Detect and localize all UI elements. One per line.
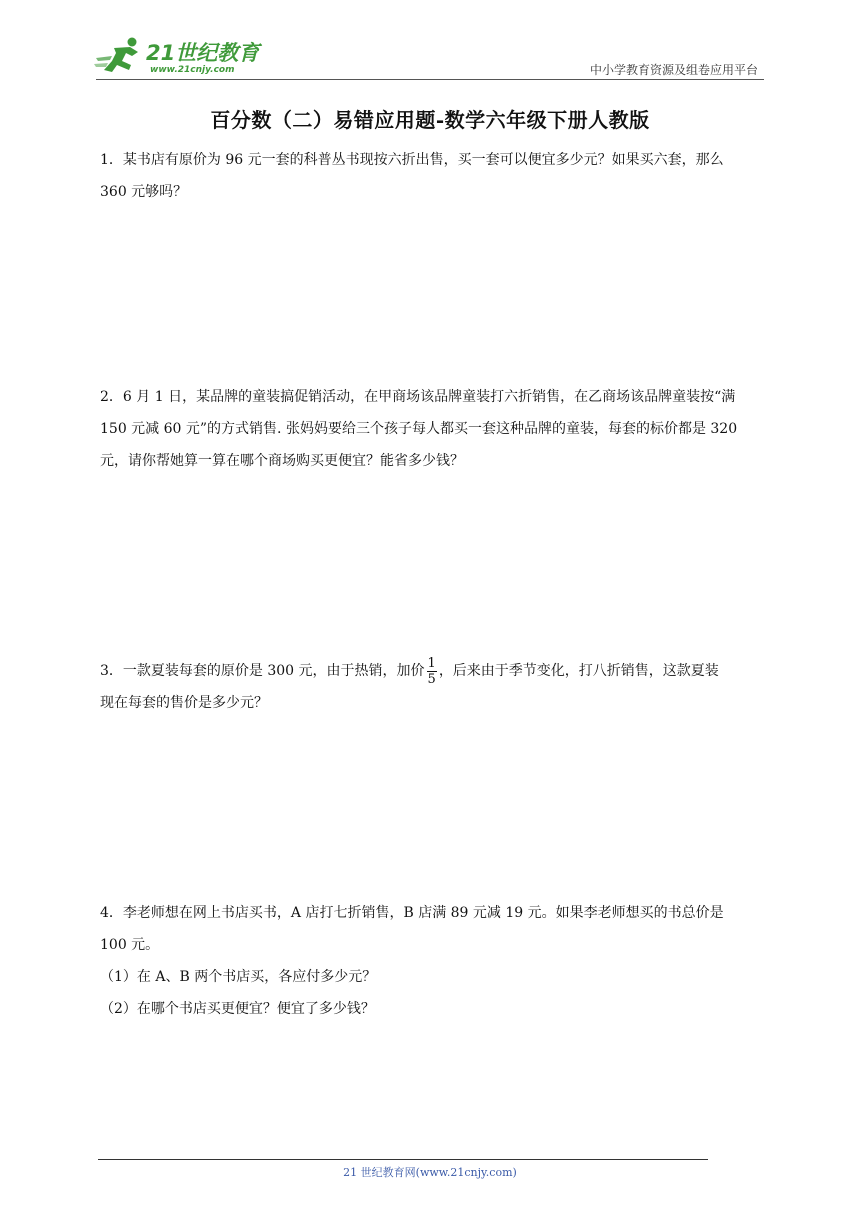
footer-divider <box>98 1159 708 1160</box>
question-4-line-1: 4．李老师想在网上书店买书，A 店打七折销售，B 店满 89 元减 19 元。如果李老师想买的书总价是 <box>100 905 724 921</box>
question-4-subquestion-1: （1）在 A、B 两个书店买，各应付多少元？ <box>100 969 377 985</box>
question-3-line-2: 现在每套的售价是多少元？ <box>100 695 268 711</box>
header-slogan: 中小学教育资源及组卷应用平台 <box>589 63 758 77</box>
page-header <box>92 34 760 80</box>
question-3-line-1 <box>100 655 768 687</box>
header-divider <box>96 79 764 80</box>
question-3-text-before: 3．一款夏装每套的原价是 300 元，由于热销，加价 <box>100 663 425 679</box>
question-1-line-1: 1．某书店有原价为 96 元一套的科普丛书现按六折出售，买一套可以便宜多少元？如果买六套，那么 <box>100 152 724 168</box>
question-4-subquestion-2: （2）在哪个书店买更便宜？便宜了多少钱？ <box>100 1001 375 1017</box>
page-footer: 21 世纪教育网(www.21cnjy.com) <box>343 1166 517 1179</box>
question-4 <box>100 897 768 1025</box>
svg-text:21世纪教育: 21世纪教育 <box>146 41 260 65</box>
site-logo <box>92 34 282 76</box>
question-2 <box>100 381 768 477</box>
question-4-line-2: 100 元。 <box>100 937 160 953</box>
fraction-numerator: 1 <box>427 655 436 671</box>
question-3 <box>100 655 768 719</box>
fraction-denominator: 5 <box>427 671 436 687</box>
question-2-line-2: 150 元减 60 元”的方式销售. 张妈妈要给三个孩子每人都买一套这种品牌的童装，每套的标价都是 320 <box>100 421 738 437</box>
question-1-line-2: 360 元够吗？ <box>100 184 188 200</box>
question-2-line-3: 元，请你帮她算一算在哪个商场购买更便宜？能省多少钱？ <box>100 453 464 469</box>
document-title: 百分数（二）易错应用题-数学六年级下册人教版 <box>210 108 650 132</box>
question-1 <box>100 144 768 208</box>
question-3-text-after: ，后来由于季节变化，打八折销售，这款夏装 <box>438 663 719 679</box>
fraction-one-fifth <box>427 657 437 686</box>
question-2-line-1: 2．6 月 1 日，某品牌的童装搞促销活动，在甲商场该品牌童装打六折销售，在乙商场该品牌童装按“满 <box>100 389 736 405</box>
svg-text:www.21cnjy.com: www.21cnjy.com <box>150 65 235 75</box>
